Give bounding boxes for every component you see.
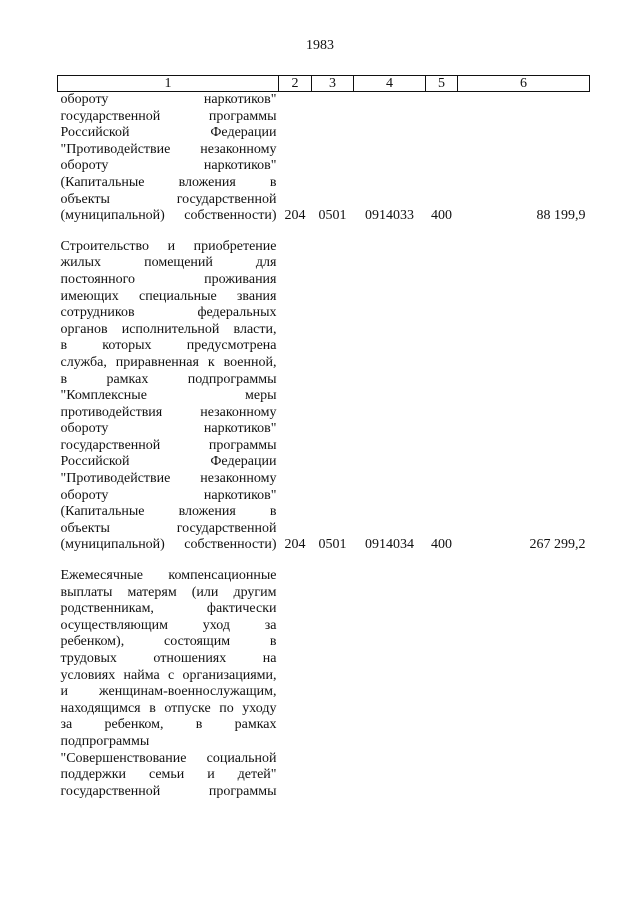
description-line: родственникам, фактически <box>60 601 277 617</box>
description-line: жилых помещений для <box>60 255 277 271</box>
target-article-code: 0914033 <box>365 208 414 224</box>
description-line: обороту наркотиков" <box>60 92 277 107</box>
section-code: 0501 <box>318 208 347 224</box>
section-code: 0501 <box>318 537 347 553</box>
expense-type-code <box>426 568 458 800</box>
description-line: имеющих специальные звания <box>60 288 277 304</box>
ministry-code <box>279 568 312 800</box>
description-line: выплаты матерям (или другим <box>60 584 277 600</box>
table-row <box>58 239 590 554</box>
amount-value <box>458 568 590 800</box>
description-line: противодействия незаконному <box>60 404 277 420</box>
description-line: "Комплексные меры <box>60 388 277 404</box>
expense-type-code: 400 <box>431 537 452 553</box>
section-code <box>312 568 354 800</box>
table-row <box>58 568 590 800</box>
description-line: (Капитальные вложения в <box>60 504 277 520</box>
description-line: за ребенком, в рамках <box>60 717 277 733</box>
description-line: Ежемесячные компенсационные <box>60 568 277 584</box>
description-line: подпрограммы <box>60 733 150 749</box>
description-line: Строительство и приобретение <box>60 238 277 254</box>
description-line: условиях найма с организациями, <box>60 667 277 683</box>
column-header: 5 <box>426 76 458 92</box>
page-number: 1983 <box>306 38 334 53</box>
budget-table <box>57 75 590 800</box>
description-line: государственной программы <box>60 783 277 799</box>
description-line: Российской Федерации <box>60 454 277 470</box>
description-line: поддержки семьи и детей" <box>60 767 277 783</box>
row-spacer <box>58 554 590 568</box>
description-line: постоянного проживания <box>60 271 277 287</box>
column-header: 6 <box>458 76 590 92</box>
column-header: 3 <box>312 76 354 92</box>
amount-value: 267 299,2 <box>529 537 586 553</box>
description-line: ребенком), состоящим в <box>60 634 277 650</box>
description-line: обороту наркотиков" <box>60 158 277 174</box>
column-header: 1 <box>58 76 279 92</box>
target-article-code: 0914034 <box>365 537 414 553</box>
row-description <box>58 92 279 225</box>
description-line: находящимся в отпуске по уходу <box>60 700 277 716</box>
table-row <box>58 92 590 225</box>
ministry-code: 204 <box>284 537 306 553</box>
row-description <box>58 239 279 554</box>
description-line: обороту наркотиков" <box>60 487 277 503</box>
description-line: объекты государственной <box>60 191 277 207</box>
column-header: 4 <box>354 76 426 92</box>
description-line: государственной программы <box>60 108 277 124</box>
target-article-code <box>354 568 426 800</box>
description-line: (муниципальной) собственности) <box>60 208 277 224</box>
row-description <box>58 568 279 800</box>
amount-value: 88 199,9 <box>536 208 586 224</box>
description-line: и женщинам-военнослужащим, <box>60 684 277 700</box>
description-line: государственной программы <box>60 437 277 453</box>
ministry-code: 204 <box>284 208 306 224</box>
description-line: "Противодействие незаконному <box>60 471 277 487</box>
description-line: объекты государственной <box>60 520 277 536</box>
description-line: трудовых отношениях на <box>60 651 277 666</box>
description-line: обороту наркотиков" <box>60 421 277 437</box>
description-line: сотрудников федеральных <box>60 305 277 321</box>
description-line: (Капитальные вложения в <box>60 174 277 190</box>
column-header: 2 <box>279 76 312 92</box>
description-line: органов исполнительной власти, <box>60 321 277 337</box>
description-line: (муниципальной) собственности) <box>60 537 277 553</box>
description-line: Российской Федерации <box>60 125 277 141</box>
expense-type-code: 400 <box>431 208 452 224</box>
description-line: "Противодействие незаконному <box>60 141 277 157</box>
description-line: в которых предусмотрена <box>60 338 277 354</box>
description-line: осуществляющим уход за <box>60 617 277 633</box>
row-spacer <box>58 225 590 239</box>
description-line: служба, приравненная к военной, <box>60 354 277 370</box>
description-line: в рамках подпрограммы <box>60 371 277 387</box>
description-line: "Совершенствование социальной <box>60 750 277 766</box>
table-header-row <box>58 76 590 92</box>
